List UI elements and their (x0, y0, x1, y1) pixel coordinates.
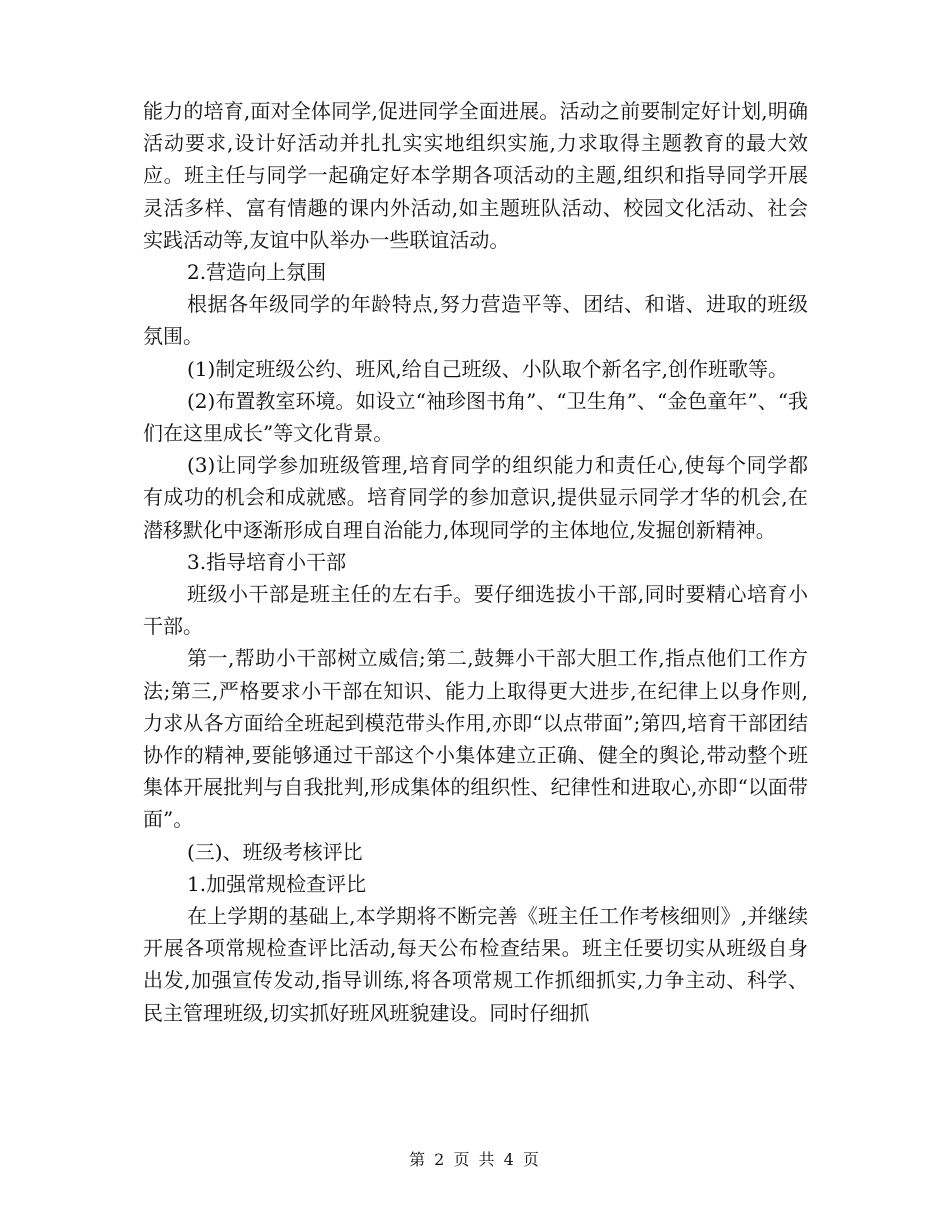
paragraph: 能力的培育,面对全体同学,促进同学全面进展。活动之前要制定好计划,明确活动要求,设计好活动并扎扎实实地组织实施,力求取得主题教育的最大效应。班主任与同学一起确定好本学期各项活动的主题,组织和指导同学开展灵活多样、富有情趣的课内外活动,如主题班队活动、校园文化活动、社会实践活动等,友谊中队举办一些联谊活动。 (143, 99, 808, 252)
page-footer: 第 2 页 共 4 页 (409, 1150, 541, 1169)
section-heading: (三)、班级考核评比 (187, 839, 363, 864)
paragraph: (2)布置教室环境。如设立“袖珍图书角”、“卫生角”、“金色童年”、“我们在这里成长”等文化背景。 (143, 388, 808, 446)
paragraph: 在上学期的基础上,本学期将不断完善《班主任工作考核细则》,并继续开展各项常规检查评比活动,每天公布检查结果。班主任要切实从班级自身出发,加强宣传发动,指导训练,将各项常规工作抓细抓实,力争主动、科学、民主管理班级,切实抓好班风班貌建设。同时仔细抓 (143, 904, 808, 1025)
paragraph: 根据各年级同学的年龄特点,努力营造平等、团结、和谐、进取的班级氛围。 (143, 292, 808, 349)
section-heading: 1.加强常规检查评比 (187, 871, 367, 896)
paragraph: (3)让同学参加班级管理,培育同学的组织能力和责任心,使每个同学都有成功的机会和成就感。培育同学的参加意识,提供显示同学才华的机会,在潜移默化中逐渐形成自理自治能力,体现同学的主体地位,发掘创新精神。 (143, 453, 808, 542)
paragraph: 第一,帮助小干部树立威信;第二,鼓舞小干部大胆工作,指点他们工作方法;第三,严格要求小干部在知识、能力上取得更大进步,在纪律上以身作则,力求从各方面给全班起到模范带头作用,亦即“以点带面”;第四,培育干部团结协作的精神,要能够通过干部这个小集体建立正确、健全的舆论,带动整个班集体开展批判与自我批判,形成集体的组织性、纪律性和进取心,亦即“以面带面”。 (143, 646, 808, 832)
paragraph: 班级小干部是班主任的左右手。要仔细选拔小干部,同时要精心培育小干部。 (143, 582, 808, 639)
document-body (143, 95, 808, 1029)
paragraph: (1)制定班级公约、班风,给自己班级、小队取个新名字,创作班歌等。 (187, 356, 789, 381)
section-heading: 3.指导培育小干部 (187, 549, 347, 574)
section-heading: 2.营造向上氛围 (187, 260, 327, 285)
